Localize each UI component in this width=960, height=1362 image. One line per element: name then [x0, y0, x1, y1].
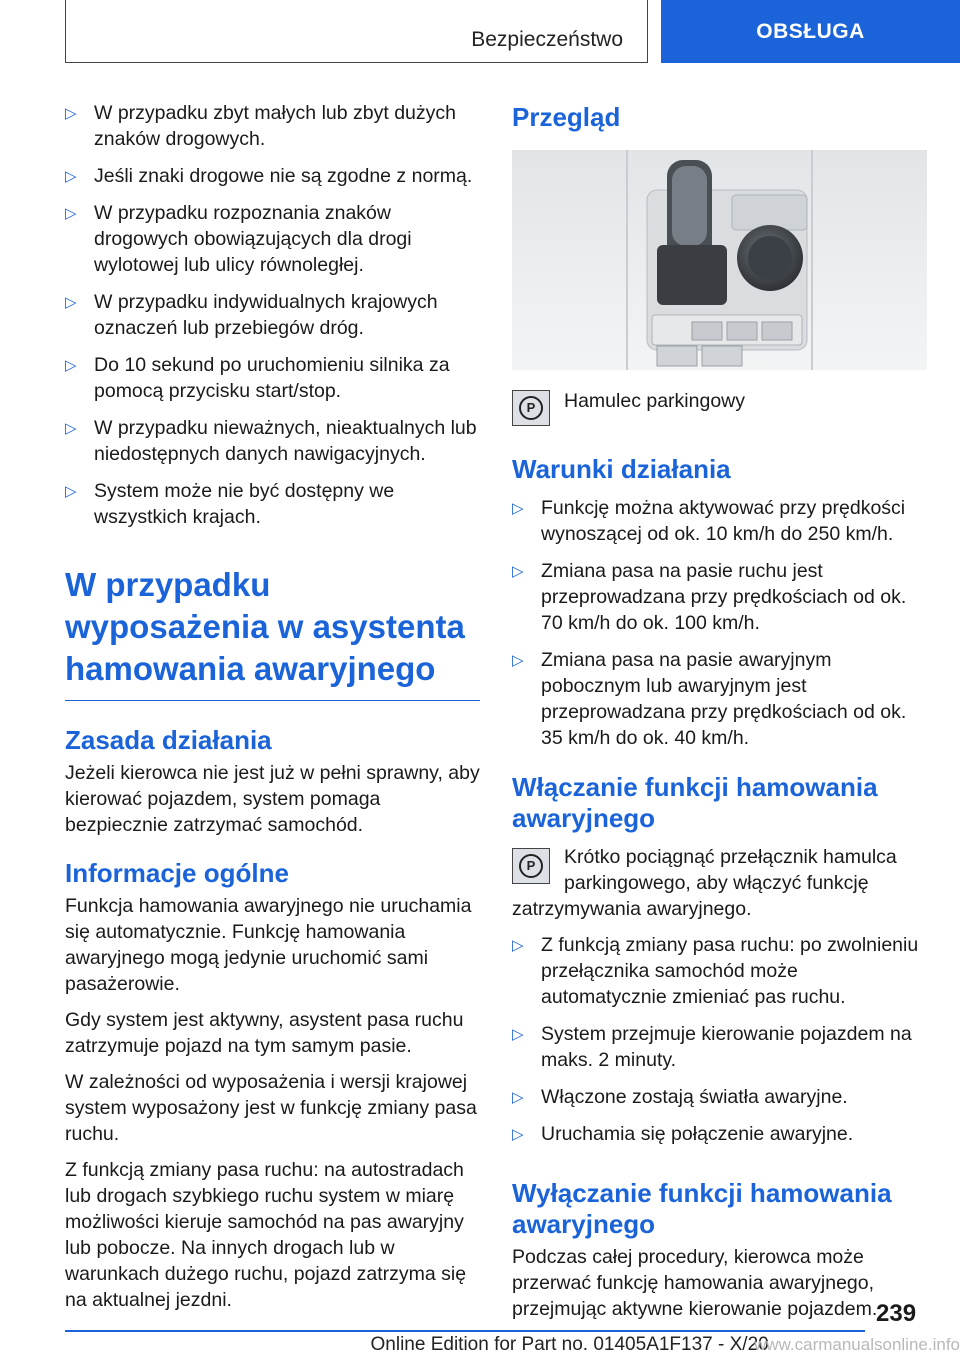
- footer-text: [0, 1334, 960, 1356]
- wlaczanie-list: [512, 932, 927, 1147]
- info-paragraph: Z funkcją zmiany pasa ruchu: na autostradach lub drogach szybkiego ruchu system w miarę możliwości kieruje samochód na pas awaryjny lub pobocze. Na innych drogach lub w warunkach dużego ruchu, pojazd zatrzyma się na aktualnej jezdni.: [65, 1159, 467, 1311]
- right-column: [512, 100, 927, 1332]
- list-item: ▷ Włączone zostają światła awaryjne.: [512, 1084, 927, 1110]
- list-item: ▷ W przypadku nieważnych, nieaktualnych lub niedostępnych danych nawigacyjnych.: [65, 417, 477, 465]
- header-box: [65, 0, 648, 63]
- list-item: ▷ W przypadku indywidualnych krajowych oznaczeń lub przebiegów dróg.: [65, 291, 438, 339]
- parking-brake-icon: P: [512, 848, 550, 884]
- wylaczanie-heading: Wyłączanie funkcji hamowania awaryjnego: [512, 1178, 892, 1239]
- triangle-bullet-icon: ▷: [512, 1126, 524, 1143]
- parking-brake-label: Hamulec parkingowy: [564, 390, 745, 412]
- section-title: Bezpieczeństwo: [471, 28, 623, 51]
- watermark-text: www.carmanualsonline.info: [754, 1335, 960, 1354]
- list-item: ▷ Jeśli znaki drogowe nie są zgodne z normą.: [65, 163, 480, 189]
- left-column: [65, 100, 480, 1323]
- edition-text: Online Edition for Part no. 01405A1F137 - X/20: [370, 1334, 769, 1355]
- triangle-bullet-icon: ▷: [512, 500, 524, 517]
- list-item: ▷ W przypadku rozpoznania znaków drogowych obowiązujących dla drogi wylotowej lub ulicy równoległej.: [65, 202, 412, 276]
- page-number: 239: [876, 1300, 917, 1327]
- triangle-bullet-icon: ▷: [65, 168, 77, 185]
- triangle-bullet-icon: ▷: [65, 357, 77, 374]
- conditions-list: [65, 100, 480, 530]
- triangle-bullet-icon: ▷: [65, 483, 77, 500]
- triangle-bullet-icon: ▷: [65, 420, 77, 437]
- triangle-bullet-icon: ▷: [512, 1026, 524, 1043]
- parking-brake-row: [512, 388, 927, 428]
- warunki-list: [512, 495, 927, 751]
- wlaczanie-text: Krótko pociągnąć przełącznik hamulca parkingowego, aby włączyć funkcję zatrzymywania awaryjnego.: [512, 846, 897, 920]
- list-item: ▷ Uruchamia się połączenie awaryjne.: [512, 1121, 927, 1147]
- info-paragraph: W zależności od wyposażenia i wersji krajowej system wyposażony jest w funkcję zmiany pasa ruchu.: [65, 1071, 477, 1145]
- triangle-bullet-icon: ▷: [65, 205, 77, 222]
- list-item: ▷ W przypadku zbyt małych lub zbyt dużych znaków drogowych.: [65, 102, 456, 150]
- list-item: ▷ Zmiana pasa na pasie ruchu jest przeprowadzana przy prędkościach od ok. 70 km/h do ok. 100 km/h.: [512, 560, 907, 634]
- triangle-bullet-icon: ▷: [512, 1089, 524, 1106]
- info-heading: Informacje ogólne: [65, 858, 289, 888]
- main-heading: W przypadku wyposażenia w asystenta hamowania awaryjnego: [65, 564, 480, 701]
- triangle-bullet-icon: ▷: [512, 563, 524, 580]
- triangle-bullet-icon: ▷: [512, 652, 524, 669]
- parking-brake-icon: P: [512, 390, 550, 426]
- list-item: ▷ Zmiana pasa na pasie awaryjnym pobocznym lub awaryjnym jest przeprowadzana przy prędkościach od ok. 35 km/h do ok. 40 km/h.: [512, 649, 907, 749]
- list-item: ▷ Do 10 sekund po uruchomieniu silnika za pomocą przycisku start/stop.: [65, 354, 450, 402]
- wlaczanie-heading: Włączanie funkcji hamowania awaryjnego: [512, 772, 878, 833]
- info-paragraph: Gdy system jest aktywny, asystent pasa ruchu zatrzymuje pojazd na tym samym pasie.: [65, 1009, 464, 1057]
- list-item: ▷ Funkcję można aktywować przy prędkości wynoszącej od ok. 10 km/h do 250 km/h.: [512, 497, 906, 545]
- warunki-heading: Warunki działania: [512, 454, 731, 484]
- zasada-text: Jeżeli kierowca nie jest już w pełni sprawny, aby kierować pojazdem, system pomaga bezpiecznie zatrzymać samochód.: [65, 762, 480, 836]
- section-tab: OBSŁUGA: [661, 0, 960, 63]
- center-console-image: [512, 150, 927, 370]
- przeglad-heading: Przegląd: [512, 102, 621, 132]
- list-item: ▷ System może nie być dostępny we wszystkich krajach.: [65, 480, 395, 528]
- footer-rule: [65, 1330, 865, 1332]
- zasada-heading: Zasada działania: [65, 725, 272, 755]
- triangle-bullet-icon: ▷: [512, 937, 524, 954]
- wlaczanie-row: [512, 844, 927, 922]
- info-paragraph: Funkcja hamowania awaryjnego nie uruchamia się automatycznie. Funkcję hamowania awaryjnego mogą jedynie uruchomić sami pasażerowie.: [65, 895, 472, 995]
- triangle-bullet-icon: ▷: [65, 105, 77, 122]
- wylaczanie-text: Podczas całej procedury, kierowca może przerwać funkcję hamowania awaryjnego, przejmując aktywne kierowanie pojazdem.: [512, 1246, 878, 1320]
- list-item: ▷ Z funkcją zmiany pasa ruchu: po zwolnieniu przełącznika samochód może automatycznie zmieniać pas ruchu.: [512, 934, 919, 1008]
- center-console-illustration: [512, 150, 927, 370]
- list-item: ▷ System przejmuje kierowanie pojazdem na maks. 2 minuty.: [512, 1023, 912, 1071]
- triangle-bullet-icon: ▷: [65, 294, 77, 311]
